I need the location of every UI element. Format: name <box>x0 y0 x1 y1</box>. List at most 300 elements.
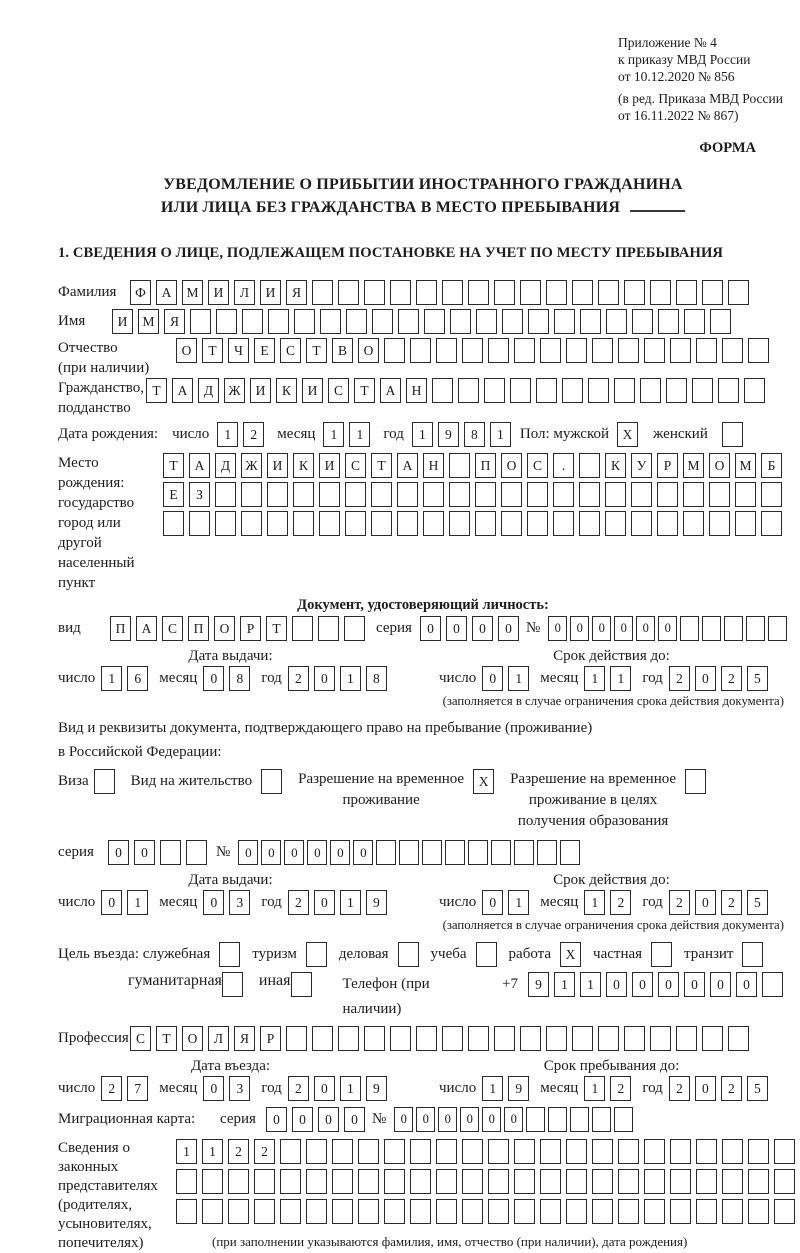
char-box[interactable]: С <box>130 1026 151 1051</box>
char-box[interactable] <box>494 1026 515 1051</box>
char-box[interactable] <box>624 1026 645 1051</box>
char-box[interactable]: 1 <box>217 422 238 447</box>
char-box[interactable]: 2 <box>610 890 631 915</box>
char-box[interactable] <box>423 482 444 507</box>
char-box[interactable]: 1 <box>490 422 511 447</box>
char-box[interactable] <box>202 1199 223 1224</box>
char-box[interactable] <box>692 378 713 403</box>
char-box[interactable]: Н <box>423 453 444 478</box>
char-box[interactable]: Р <box>240 616 261 641</box>
char-box[interactable] <box>540 338 561 363</box>
char-box[interactable] <box>614 378 635 403</box>
char-box[interactable] <box>462 1199 483 1224</box>
char-box[interactable] <box>722 1169 743 1194</box>
char-box[interactable]: 2 <box>610 1076 631 1101</box>
char-box[interactable] <box>624 280 645 305</box>
purpose-private-checkbox[interactable] <box>651 942 672 967</box>
char-box[interactable] <box>702 1026 723 1051</box>
char-box[interactable]: 1 <box>340 1076 361 1101</box>
char-box[interactable] <box>432 378 453 403</box>
residence-permit-checkbox[interactable] <box>261 769 282 794</box>
char-box[interactable]: 0 <box>134 840 155 865</box>
char-box[interactable]: И <box>302 378 323 403</box>
char-box[interactable] <box>696 1169 717 1194</box>
char-box[interactable] <box>488 1199 509 1224</box>
char-box[interactable]: 0 <box>570 616 589 641</box>
char-box[interactable]: 0 <box>614 616 633 641</box>
char-box[interactable] <box>422 840 442 865</box>
char-box[interactable] <box>312 1026 333 1051</box>
char-box[interactable]: 1 <box>349 422 370 447</box>
char-box[interactable]: Л <box>234 280 255 305</box>
char-box[interactable]: 6 <box>127 666 148 691</box>
char-box[interactable] <box>436 338 457 363</box>
char-box[interactable] <box>502 309 523 334</box>
char-box[interactable] <box>598 1026 619 1051</box>
char-box[interactable]: 1 <box>584 1076 605 1101</box>
char-box[interactable]: И <box>267 453 288 478</box>
char-box[interactable] <box>560 840 580 865</box>
char-box[interactable] <box>445 840 465 865</box>
char-box[interactable] <box>746 616 765 641</box>
char-box[interactable]: 8 <box>366 666 387 691</box>
char-box[interactable] <box>160 840 181 865</box>
char-box[interactable]: Т <box>146 378 167 403</box>
char-box[interactable]: 5 <box>747 1076 768 1101</box>
char-box[interactable]: И <box>250 378 271 403</box>
char-box[interactable]: Т <box>371 453 392 478</box>
char-box[interactable] <box>650 280 671 305</box>
char-box[interactable] <box>546 280 567 305</box>
char-box[interactable]: 0 <box>446 616 467 641</box>
char-box[interactable] <box>566 1199 587 1224</box>
char-box[interactable] <box>748 1139 769 1164</box>
char-box[interactable] <box>632 309 653 334</box>
char-box[interactable] <box>566 338 587 363</box>
char-box[interactable] <box>579 453 600 478</box>
char-box[interactable]: 0 <box>482 1107 501 1132</box>
char-box[interactable]: Р <box>657 453 678 478</box>
char-box[interactable]: Б <box>761 453 782 478</box>
char-box[interactable]: Ф <box>130 280 151 305</box>
char-box[interactable] <box>748 1169 769 1194</box>
char-box[interactable]: Я <box>286 280 307 305</box>
char-box[interactable]: О <box>709 453 730 478</box>
char-box[interactable] <box>397 511 418 536</box>
char-box[interactable]: 0 <box>394 1107 413 1132</box>
char-box[interactable] <box>528 309 549 334</box>
char-box[interactable]: Л <box>208 1026 229 1051</box>
char-box[interactable] <box>475 482 496 507</box>
char-box[interactable]: 0 <box>203 666 224 691</box>
char-box[interactable] <box>358 1199 379 1224</box>
char-box[interactable] <box>318 616 339 641</box>
char-box[interactable] <box>358 1169 379 1194</box>
char-box[interactable]: 5 <box>747 666 768 691</box>
char-box[interactable] <box>280 1169 301 1194</box>
char-box[interactable] <box>475 511 496 536</box>
char-box[interactable]: 0 <box>330 840 350 865</box>
char-box[interactable] <box>579 511 600 536</box>
char-box[interactable]: О <box>176 338 197 363</box>
char-box[interactable]: Е <box>254 338 275 363</box>
char-box[interactable]: 0 <box>284 840 304 865</box>
char-box[interactable]: Я <box>234 1026 255 1051</box>
char-box[interactable] <box>614 1107 633 1132</box>
char-box[interactable] <box>397 482 418 507</box>
char-box[interactable]: А <box>156 280 177 305</box>
edu-permit-checkbox[interactable] <box>685 769 706 794</box>
char-box[interactable]: И <box>112 309 133 334</box>
char-box[interactable]: Ж <box>241 453 262 478</box>
char-box[interactable]: С <box>345 453 366 478</box>
char-box[interactable] <box>536 378 557 403</box>
char-box[interactable] <box>762 972 783 997</box>
char-box[interactable] <box>163 511 184 536</box>
char-box[interactable]: 9 <box>366 1076 387 1101</box>
visa-checkbox[interactable] <box>94 769 115 794</box>
purpose-business-checkbox[interactable] <box>398 942 419 967</box>
char-box[interactable] <box>650 1026 671 1051</box>
char-box[interactable] <box>520 1026 541 1051</box>
char-box[interactable] <box>605 482 626 507</box>
char-box[interactable]: 2 <box>228 1139 249 1164</box>
char-box[interactable] <box>592 1139 613 1164</box>
char-box[interactable] <box>722 338 743 363</box>
char-box[interactable]: 0 <box>472 616 493 641</box>
char-box[interactable] <box>436 1199 457 1224</box>
char-box[interactable] <box>268 309 289 334</box>
char-box[interactable] <box>724 616 743 641</box>
char-box[interactable] <box>488 1139 509 1164</box>
char-box[interactable] <box>241 511 262 536</box>
char-box[interactable] <box>410 1169 431 1194</box>
char-box[interactable] <box>501 482 522 507</box>
char-box[interactable]: 0 <box>314 1076 335 1101</box>
char-box[interactable]: Ч <box>228 338 249 363</box>
char-box[interactable]: 1 <box>127 890 148 915</box>
char-box[interactable] <box>484 378 505 403</box>
char-box[interactable]: О <box>182 1026 203 1051</box>
char-box[interactable] <box>728 280 749 305</box>
char-box[interactable]: 3 <box>229 1076 250 1101</box>
char-box[interactable] <box>546 1026 567 1051</box>
char-box[interactable] <box>345 511 366 536</box>
char-box[interactable]: . <box>553 453 574 478</box>
char-box[interactable]: П <box>188 616 209 641</box>
char-box[interactable]: 1 <box>580 972 601 997</box>
char-box[interactable]: 2 <box>243 422 264 447</box>
char-box[interactable] <box>190 309 211 334</box>
char-box[interactable] <box>450 309 471 334</box>
char-box[interactable] <box>527 482 548 507</box>
char-box[interactable]: 1 <box>340 890 361 915</box>
char-box[interactable] <box>410 338 431 363</box>
char-box[interactable] <box>319 482 340 507</box>
char-box[interactable]: А <box>189 453 210 478</box>
char-box[interactable] <box>416 280 437 305</box>
char-box[interactable] <box>228 1199 249 1224</box>
char-box[interactable]: 0 <box>684 972 705 997</box>
char-box[interactable] <box>580 309 601 334</box>
char-box[interactable] <box>254 1169 275 1194</box>
char-box[interactable] <box>468 280 489 305</box>
char-box[interactable] <box>684 309 705 334</box>
char-box[interactable] <box>540 1139 561 1164</box>
char-box[interactable] <box>554 309 575 334</box>
char-box[interactable]: Т <box>202 338 223 363</box>
char-box[interactable] <box>670 1199 691 1224</box>
char-box[interactable] <box>189 511 210 536</box>
char-box[interactable] <box>631 511 652 536</box>
char-box[interactable]: Я <box>164 309 185 334</box>
temp-permit-checkbox[interactable]: X <box>473 769 494 794</box>
char-box[interactable] <box>718 378 739 403</box>
char-box[interactable]: 1 <box>584 890 605 915</box>
char-box[interactable]: 1 <box>554 972 575 997</box>
char-box[interactable]: 7 <box>127 1076 148 1101</box>
char-box[interactable]: 2 <box>669 890 690 915</box>
char-box[interactable]: 8 <box>464 422 485 447</box>
char-box[interactable]: С <box>162 616 183 641</box>
char-box[interactable]: 9 <box>366 890 387 915</box>
char-box[interactable] <box>306 1139 327 1164</box>
char-box[interactable] <box>702 280 723 305</box>
char-box[interactable]: 0 <box>592 616 611 641</box>
char-box[interactable]: 0 <box>344 1107 365 1132</box>
char-box[interactable] <box>744 378 765 403</box>
char-box[interactable] <box>215 511 236 536</box>
char-box[interactable]: А <box>172 378 193 403</box>
purpose-other-checkbox[interactable] <box>291 972 312 997</box>
char-box[interactable]: О <box>358 338 379 363</box>
char-box[interactable] <box>728 1026 749 1051</box>
char-box[interactable] <box>598 280 619 305</box>
char-box[interactable]: 0 <box>261 840 281 865</box>
char-box[interactable] <box>570 1107 589 1132</box>
char-box[interactable] <box>338 1026 359 1051</box>
char-box[interactable]: М <box>138 309 159 334</box>
char-box[interactable] <box>442 280 463 305</box>
char-box[interactable]: 0 <box>504 1107 523 1132</box>
char-box[interactable]: 0 <box>266 1107 287 1132</box>
char-box[interactable] <box>376 840 396 865</box>
char-box[interactable] <box>562 378 583 403</box>
char-box[interactable] <box>702 616 721 641</box>
char-box[interactable] <box>748 1199 769 1224</box>
char-box[interactable]: 2 <box>254 1139 275 1164</box>
char-box[interactable]: 1 <box>412 422 433 447</box>
char-box[interactable]: 1 <box>101 666 122 691</box>
char-box[interactable]: У <box>631 453 652 478</box>
char-box[interactable]: 0 <box>710 972 731 997</box>
char-box[interactable]: 0 <box>314 890 335 915</box>
char-box[interactable] <box>176 1199 197 1224</box>
char-box[interactable] <box>501 511 522 536</box>
char-box[interactable]: Д <box>198 378 219 403</box>
sex-male-checkbox[interactable]: X <box>617 422 638 447</box>
char-box[interactable] <box>254 1199 275 1224</box>
char-box[interactable]: 0 <box>292 1107 313 1132</box>
char-box[interactable] <box>306 1199 327 1224</box>
char-box[interactable]: 2 <box>288 1076 309 1101</box>
char-box[interactable] <box>384 1199 405 1224</box>
char-box[interactable] <box>442 1026 463 1051</box>
char-box[interactable] <box>410 1199 431 1224</box>
char-box[interactable] <box>267 482 288 507</box>
char-box[interactable]: П <box>110 616 131 641</box>
char-box[interactable] <box>514 840 534 865</box>
char-box[interactable]: 1 <box>176 1139 197 1164</box>
char-box[interactable] <box>510 378 531 403</box>
char-box[interactable] <box>449 511 470 536</box>
char-box[interactable]: 2 <box>669 1076 690 1101</box>
char-box[interactable] <box>462 338 483 363</box>
char-box[interactable]: 1 <box>610 666 631 691</box>
char-box[interactable]: И <box>319 453 340 478</box>
char-box[interactable] <box>514 1199 535 1224</box>
char-box[interactable]: Ж <box>224 378 245 403</box>
char-box[interactable]: Т <box>306 338 327 363</box>
char-box[interactable] <box>709 511 730 536</box>
char-box[interactable]: 2 <box>669 666 690 691</box>
char-box[interactable]: 2 <box>721 666 742 691</box>
char-box[interactable]: 5 <box>747 890 768 915</box>
char-box[interactable]: К <box>276 378 297 403</box>
char-box[interactable]: 0 <box>548 616 567 641</box>
char-box[interactable] <box>338 280 359 305</box>
char-box[interactable]: 0 <box>460 1107 479 1132</box>
char-box[interactable] <box>468 1026 489 1051</box>
char-box[interactable] <box>579 482 600 507</box>
char-box[interactable] <box>670 1169 691 1194</box>
char-box[interactable]: 1 <box>508 666 529 691</box>
char-box[interactable] <box>696 1139 717 1164</box>
char-box[interactable] <box>553 511 574 536</box>
char-box[interactable]: 2 <box>288 666 309 691</box>
char-box[interactable] <box>683 482 704 507</box>
char-box[interactable] <box>514 338 535 363</box>
char-box[interactable] <box>658 309 679 334</box>
char-box[interactable]: М <box>182 280 203 305</box>
char-box[interactable]: 0 <box>416 1107 435 1132</box>
char-box[interactable] <box>280 1199 301 1224</box>
char-box[interactable]: 0 <box>353 840 373 865</box>
purpose-transit-checkbox[interactable] <box>742 942 763 967</box>
char-box[interactable] <box>618 1169 639 1194</box>
char-box[interactable]: С <box>527 453 548 478</box>
char-box[interactable] <box>774 1199 795 1224</box>
char-box[interactable] <box>696 338 717 363</box>
char-box[interactable] <box>527 511 548 536</box>
char-box[interactable]: А <box>397 453 418 478</box>
char-box[interactable] <box>735 511 756 536</box>
char-box[interactable] <box>761 482 782 507</box>
char-box[interactable]: Р <box>260 1026 281 1051</box>
char-box[interactable]: 2 <box>721 890 742 915</box>
char-box[interactable] <box>588 378 609 403</box>
char-box[interactable] <box>514 1169 535 1194</box>
char-box[interactable] <box>390 1026 411 1051</box>
char-box[interactable] <box>306 1169 327 1194</box>
char-box[interactable] <box>436 1139 457 1164</box>
char-box[interactable]: 0 <box>695 890 716 915</box>
char-box[interactable]: 0 <box>482 666 503 691</box>
char-box[interactable]: 1 <box>508 890 529 915</box>
char-box[interactable] <box>332 1169 353 1194</box>
char-box[interactable]: Т <box>266 616 287 641</box>
char-box[interactable] <box>364 280 385 305</box>
char-box[interactable] <box>449 482 470 507</box>
purpose-tourism-checkbox[interactable] <box>306 942 327 967</box>
char-box[interactable]: 0 <box>307 840 327 865</box>
char-box[interactable] <box>292 616 313 641</box>
char-box[interactable] <box>202 1169 223 1194</box>
char-box[interactable] <box>644 338 665 363</box>
char-box[interactable] <box>462 1169 483 1194</box>
char-box[interactable] <box>768 616 787 641</box>
char-box[interactable] <box>657 511 678 536</box>
char-box[interactable] <box>416 1026 437 1051</box>
char-box[interactable]: К <box>605 453 626 478</box>
char-box[interactable]: И <box>260 280 281 305</box>
char-box[interactable]: 1 <box>202 1139 223 1164</box>
char-box[interactable] <box>280 1139 301 1164</box>
char-box[interactable]: 1 <box>584 666 605 691</box>
char-box[interactable] <box>458 378 479 403</box>
char-box[interactable] <box>384 338 405 363</box>
char-box[interactable] <box>540 1169 561 1194</box>
char-box[interactable] <box>371 482 392 507</box>
char-box[interactable]: Н <box>406 378 427 403</box>
char-box[interactable] <box>286 1026 307 1051</box>
char-box[interactable] <box>332 1139 353 1164</box>
char-box[interactable] <box>666 378 687 403</box>
char-box[interactable]: С <box>280 338 301 363</box>
char-box[interactable] <box>494 280 515 305</box>
char-box[interactable] <box>215 482 236 507</box>
char-box[interactable] <box>476 309 497 334</box>
char-box[interactable]: 0 <box>438 1107 457 1132</box>
char-box[interactable] <box>670 1139 691 1164</box>
char-box[interactable] <box>488 1169 509 1194</box>
char-box[interactable]: 0 <box>498 616 519 641</box>
char-box[interactable]: 0 <box>318 1107 339 1132</box>
char-box[interactable] <box>514 1139 535 1164</box>
char-box[interactable]: М <box>683 453 704 478</box>
char-box[interactable]: А <box>136 616 157 641</box>
char-box[interactable]: 0 <box>695 666 716 691</box>
char-box[interactable]: О <box>501 453 522 478</box>
char-box[interactable] <box>384 1169 405 1194</box>
char-box[interactable] <box>644 1139 665 1164</box>
char-box[interactable]: 2 <box>721 1076 742 1101</box>
char-box[interactable]: 1 <box>340 666 361 691</box>
char-box[interactable] <box>605 511 626 536</box>
char-box[interactable]: 9 <box>528 972 549 997</box>
char-box[interactable]: 0 <box>736 972 757 997</box>
char-box[interactable] <box>358 1139 379 1164</box>
char-box[interactable] <box>319 511 340 536</box>
char-box[interactable] <box>631 482 652 507</box>
char-box[interactable]: В <box>332 338 353 363</box>
char-box[interactable] <box>676 280 697 305</box>
char-box[interactable]: 0 <box>203 1076 224 1101</box>
char-box[interactable] <box>618 338 639 363</box>
char-box[interactable] <box>436 1169 457 1194</box>
char-box[interactable] <box>312 280 333 305</box>
char-box[interactable] <box>410 1139 431 1164</box>
